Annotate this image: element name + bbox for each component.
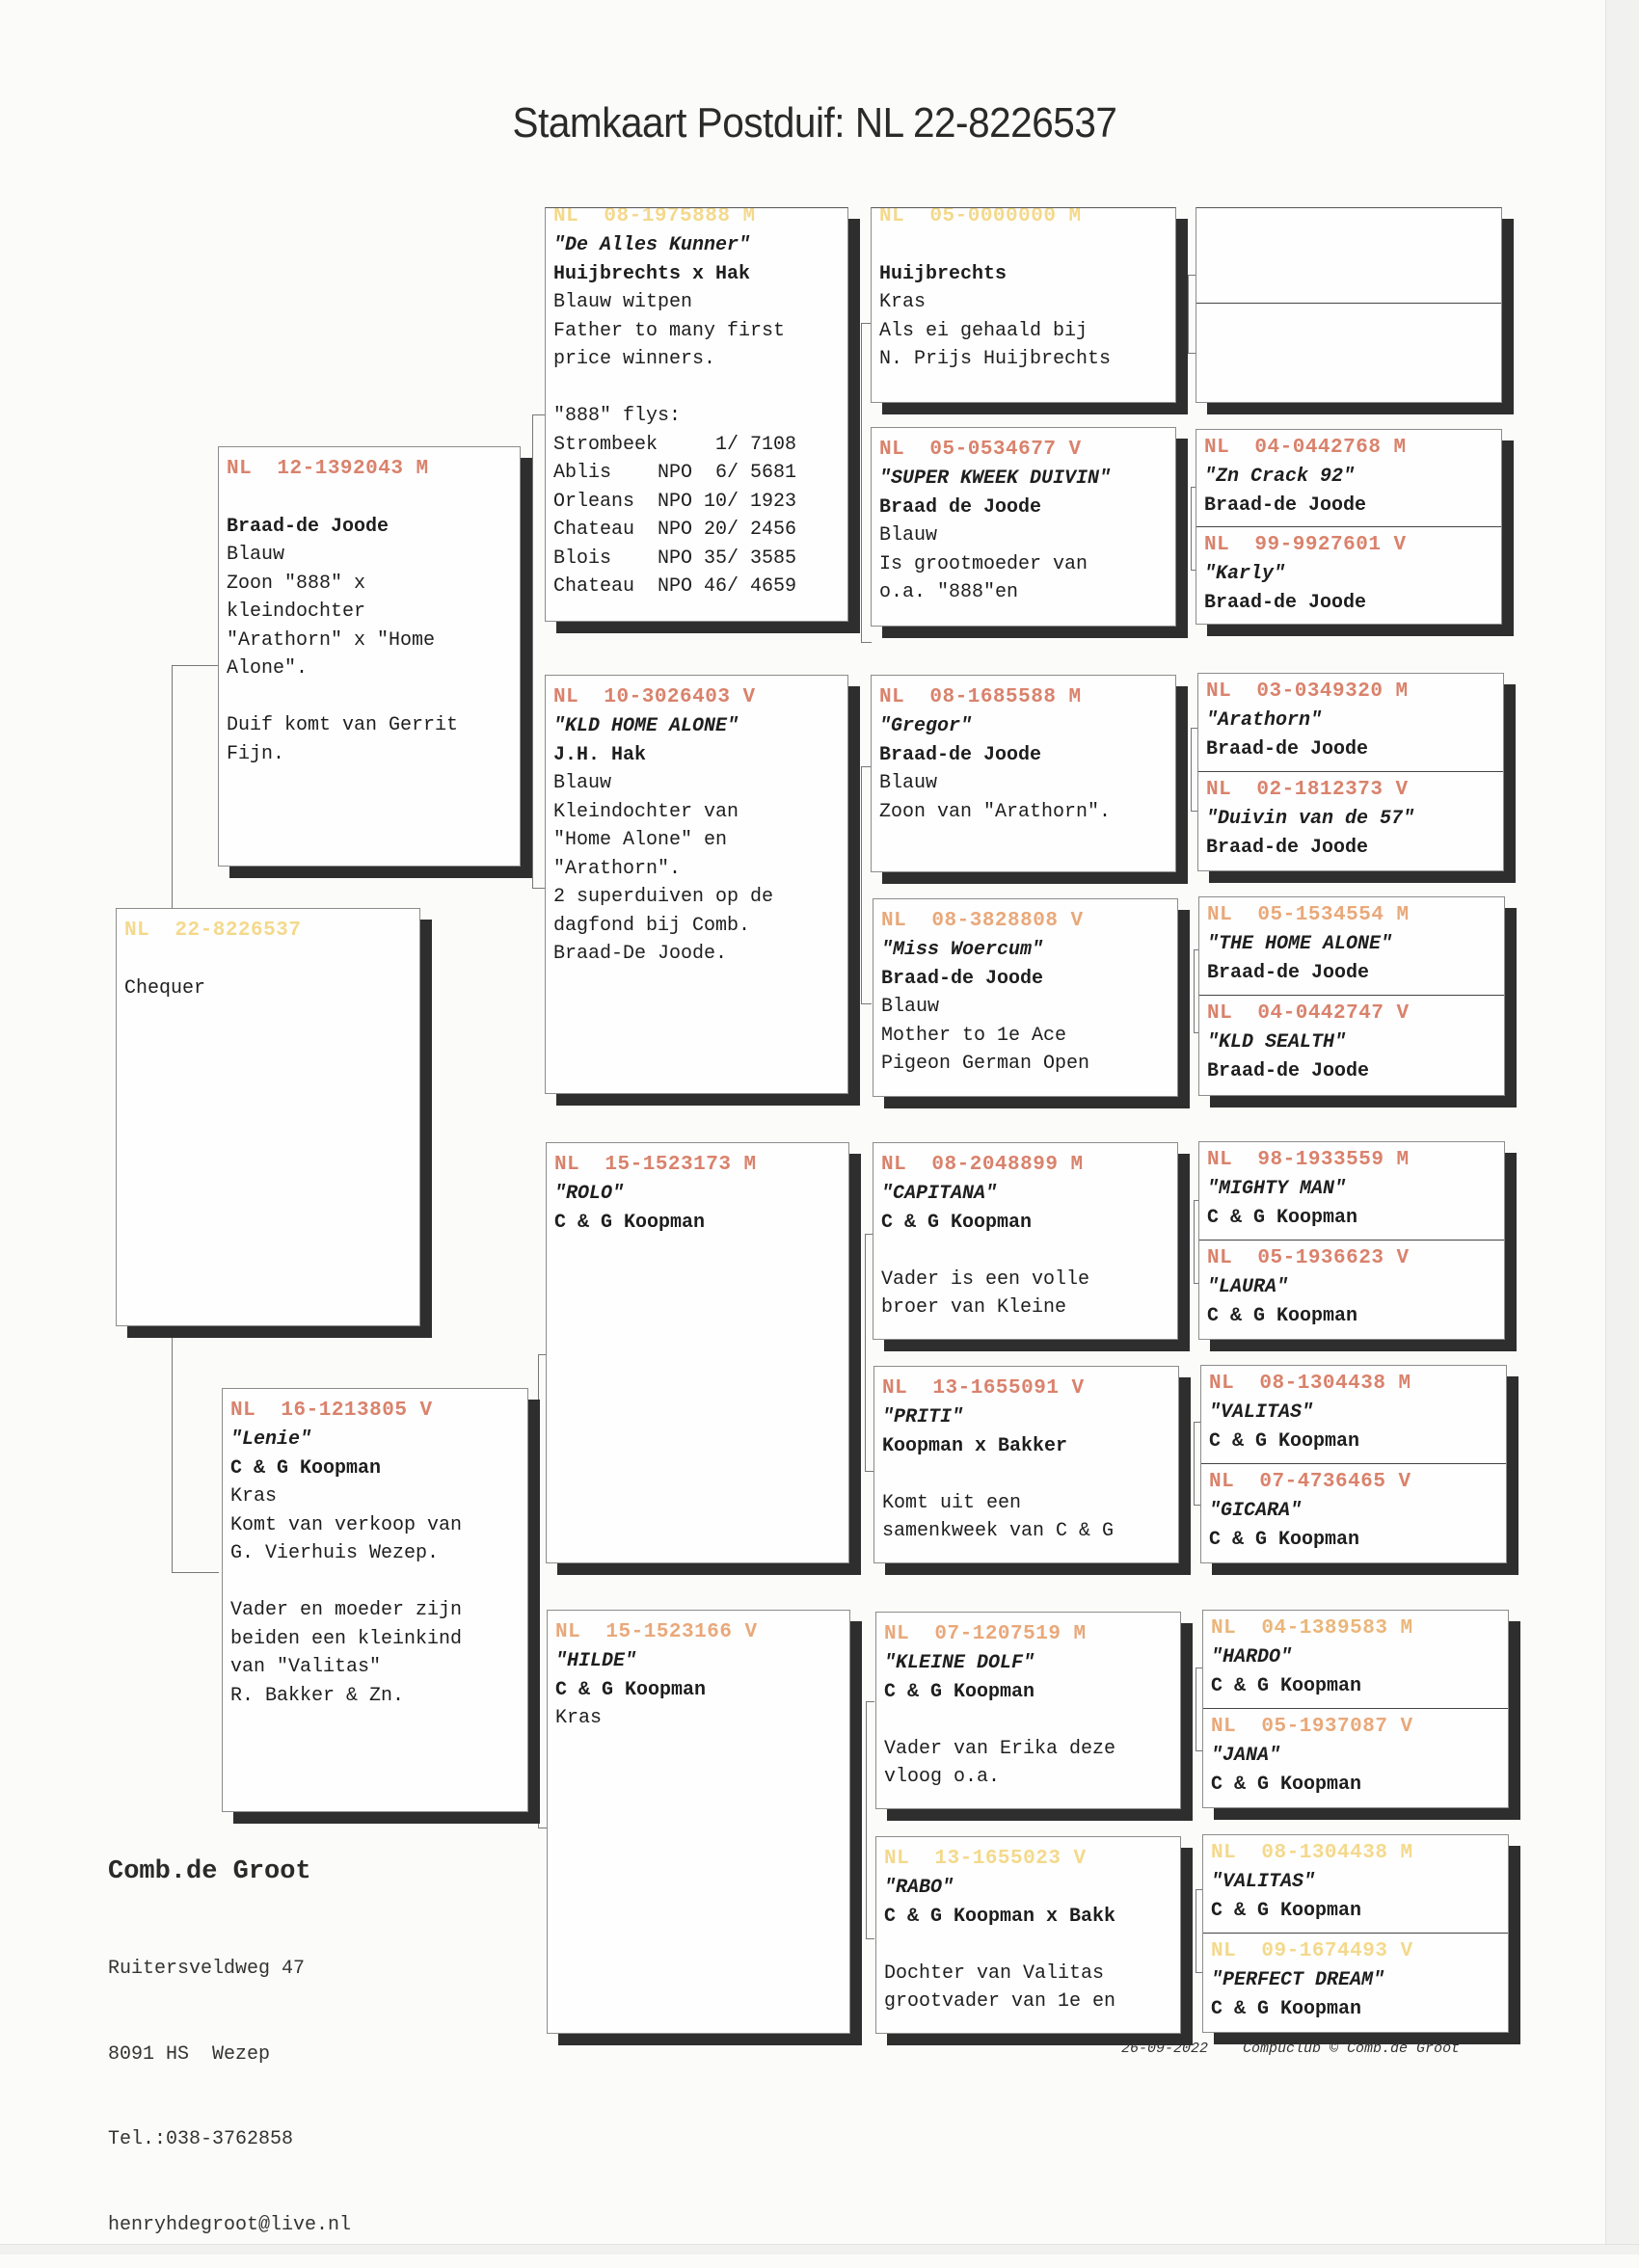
note-line: Alone". xyxy=(227,657,309,680)
gen4-card-1[interactable] xyxy=(871,207,1176,403)
note-line: van "Valitas" xyxy=(230,1656,382,1678)
granddam-paternal-card[interactable] xyxy=(545,675,848,1094)
connector-g4-6 xyxy=(1194,1422,1200,1506)
gen5-top[interactable] xyxy=(1198,674,1503,763)
pigeon-name: "VALITAS" xyxy=(1209,1401,1314,1424)
gen5-bottom[interactable] xyxy=(1203,1708,1508,1799)
owner: Braad-de Joode xyxy=(227,515,390,538)
note-line: Blauw xyxy=(227,544,285,566)
owner: C & G Koopman xyxy=(1207,1206,1358,1229)
note-line: Kras xyxy=(879,291,927,313)
pigeon-name: "Lenie" xyxy=(230,1428,312,1451)
race-result: Orleans NPO 10/ 1923 xyxy=(553,490,797,513)
pigeon-name: "MIGHTY MAN" xyxy=(1207,1178,1347,1200)
note-line: Blauw witpen xyxy=(553,291,693,313)
pigeon-name: "Gregor" xyxy=(879,715,973,737)
pigeon-name: "JANA" xyxy=(1211,1745,1281,1767)
ring-number: NL 13-1655023 V xyxy=(884,1848,1087,1870)
gen5-top xyxy=(1196,208,1501,305)
breeder-name: Comb.de Groot xyxy=(108,1857,311,1886)
address-street: Ruitersveldweg 47 xyxy=(108,1958,306,1980)
pigeon-name: "HILDE" xyxy=(555,1650,637,1672)
pigeon-name: "VALITAS" xyxy=(1211,1871,1316,1893)
note-line: Dochter van Valitas xyxy=(884,1961,1105,1985)
note-line: Kras xyxy=(555,1707,603,1729)
connector-g4-7 xyxy=(1196,1668,1202,1751)
owner: Braad-de Joode xyxy=(1206,836,1369,859)
gen5-pair-5[interactable] xyxy=(1198,1141,1505,1340)
connector-sire-parents xyxy=(532,414,545,889)
gen4-card-8[interactable] xyxy=(875,1836,1181,2034)
ring-number: NL 05-1534554 M xyxy=(1207,904,1410,926)
pigeon-name: "PRITI" xyxy=(882,1406,964,1428)
ring-number: NL 08-1304438 M xyxy=(1209,1373,1411,1395)
gen5-pair-6[interactable] xyxy=(1200,1365,1507,1563)
pigeon-name: "Duivin van de 57" xyxy=(1206,808,1415,830)
gen5-bottom[interactable] xyxy=(1199,995,1504,1085)
gen5-pair-8[interactable] xyxy=(1202,1834,1509,2033)
owner: C & G Koopman xyxy=(230,1456,382,1480)
owner: Braad-de Joode xyxy=(1204,591,1367,614)
note-line: kleindochter xyxy=(227,600,366,623)
ring-number: NL 02-1812373 V xyxy=(1206,779,1409,801)
note-line: G. Vierhuis Wezep. xyxy=(230,1542,440,1564)
subject-card[interactable] xyxy=(116,908,420,1326)
ring-number: NL 05-0000000 M xyxy=(879,207,1082,227)
dam-card[interactable] xyxy=(222,1388,528,1812)
pigeon-name: "Zn Crack 92" xyxy=(1204,466,1356,488)
gen5-pair-3[interactable] xyxy=(1197,673,1504,871)
note-line: Pigeon German Open xyxy=(881,1053,1090,1075)
pigeon-name: "HARDO" xyxy=(1211,1646,1293,1668)
subject-color: Chequer xyxy=(124,976,206,1000)
gen5-bottom[interactable] xyxy=(1196,526,1501,617)
ring-number: NL 03-0349320 M xyxy=(1206,680,1409,703)
connector-g3-4 xyxy=(866,1701,874,1939)
gen5-top[interactable] xyxy=(1199,897,1504,987)
note-line: Vader en moeder zijn xyxy=(230,1599,463,1621)
note-line: samenkweek van C & G xyxy=(882,1520,1115,1542)
note-line: Als ei gehaald bij xyxy=(879,319,1088,342)
gen5-pair-4[interactable] xyxy=(1198,896,1505,1096)
owner: C & G Koopman xyxy=(884,1680,1035,1703)
note-line: Komt uit een xyxy=(882,1491,1022,1514)
pigeon-name: "KLD HOME ALONE" xyxy=(553,715,739,737)
gen5-bottom[interactable] xyxy=(1198,771,1503,862)
note-line: R. Bakker & Zn. xyxy=(230,1684,405,1707)
gen4-card-6[interactable] xyxy=(873,1366,1179,1563)
gen5-top[interactable] xyxy=(1203,1835,1508,1925)
owner: C & G Koopman xyxy=(1211,1773,1362,1796)
ring-number: NL 99-9927601 V xyxy=(1204,534,1407,556)
pigeon-name: "Miss Woercum" xyxy=(881,939,1044,961)
owner: C & G Koopman xyxy=(1209,1528,1360,1551)
gen4-card-7[interactable] xyxy=(875,1612,1181,1809)
ring-number: NL 08-1975888 M xyxy=(553,207,756,227)
owner: Braad-de Joode xyxy=(881,967,1044,990)
pigeon-name: "Arathorn" xyxy=(1206,709,1323,732)
sire-card[interactable] xyxy=(218,446,521,867)
granddam-maternal-card[interactable] xyxy=(547,1610,850,2034)
note-line: "Arathorn". xyxy=(553,857,682,880)
pigeon-name: "THE HOME ALONE" xyxy=(1207,933,1393,955)
gen5-top[interactable] xyxy=(1199,1142,1504,1232)
grandsire-maternal-card[interactable] xyxy=(546,1142,849,1563)
note-line: dagfond bij Comb. xyxy=(553,914,751,937)
ring-number: NL 07-1207519 M xyxy=(884,1623,1087,1645)
ring-number: NL 15-1523166 V xyxy=(555,1621,758,1643)
owner: J.H. Hak xyxy=(553,743,647,766)
grandsire-paternal-card[interactable] xyxy=(545,207,848,622)
ring-number: NL 05-1937087 V xyxy=(1211,1716,1413,1738)
gen4-card-5[interactable] xyxy=(873,1142,1178,1340)
page-edge xyxy=(1605,0,1639,2254)
owner: Braad-de Joode xyxy=(879,743,1042,766)
owner: C & G Koopman xyxy=(881,1211,1033,1234)
ring-number: NL 12-1392043 M xyxy=(227,458,429,480)
pigeon-name: "KLD SEALTH" xyxy=(1207,1031,1347,1054)
print-date: 26-09-2022 xyxy=(1121,2041,1209,2057)
owner: C & G Koopman xyxy=(1211,1997,1362,2020)
owner: Braad de Joode xyxy=(879,495,1042,519)
page-title: Stamkaart Postduif: NL 22-8226537 xyxy=(512,99,1117,147)
ring-number: NL 08-3828808 V xyxy=(881,910,1084,932)
connector-g4-3 xyxy=(1191,728,1197,812)
ring-number: NL 08-2048899 M xyxy=(881,1154,1084,1176)
note-line: Vader is een volle xyxy=(881,1267,1090,1291)
ring-number: NL 04-1389583 M xyxy=(1211,1617,1413,1640)
gen5-pair-1[interactable] xyxy=(1196,207,1502,403)
note-line: Mother to 1e Ace xyxy=(881,1024,1067,1047)
note-line: Blauw xyxy=(881,996,940,1018)
gen5-bottom[interactable] xyxy=(1201,1463,1506,1554)
note-line: Father to many first xyxy=(553,319,786,342)
note-line: Duif komt van Gerrit xyxy=(227,714,459,736)
gen5-pair-7[interactable] xyxy=(1202,1610,1509,1808)
pigeon-name: "GICARA" xyxy=(1209,1500,1303,1522)
ring-number: NL 05-1936623 V xyxy=(1207,1247,1410,1269)
gen4-card-3[interactable] xyxy=(871,675,1176,872)
race-result: Chateau NPO 46/ 4659 xyxy=(553,575,797,598)
ring-number: NL 04-0442768 M xyxy=(1204,437,1407,459)
owner: Braad-de Joode xyxy=(1207,1059,1370,1082)
print-stamp xyxy=(1121,2041,1460,2057)
ring-number: NL 08-1685588 M xyxy=(879,686,1082,708)
pigeon-name: "De Alles Kunner" xyxy=(553,234,751,256)
note-line: Fijn. xyxy=(227,742,285,765)
note-line: "Home Alone" en xyxy=(553,829,728,851)
ring-number: NL 98-1933559 M xyxy=(1207,1149,1410,1171)
note-line: Vader van Erika deze xyxy=(884,1737,1116,1760)
ring-number: NL 07-4736465 V xyxy=(1209,1471,1411,1493)
pigeon-name: "LAURA" xyxy=(1207,1276,1289,1298)
gen4-card-4[interactable] xyxy=(873,898,1178,1097)
address-phone: Tel.:038-3762858 xyxy=(108,2128,294,2150)
owner: C & G Koopman xyxy=(1209,1429,1360,1453)
note-line: Kras xyxy=(230,1485,278,1508)
gen4-card-2[interactable] xyxy=(871,427,1176,627)
race-result: Strombeek 1/ 7108 xyxy=(553,433,797,456)
owner: Huijbrechts x Hak xyxy=(553,262,751,285)
owner: Braad-de Joode xyxy=(1206,737,1369,760)
note-line: price winners. xyxy=(553,348,716,370)
ring-number: NL 15-1523173 M xyxy=(554,1154,757,1176)
race-result: Chateau NPO 20/ 2456 xyxy=(553,519,797,541)
owner: C & G Koopman xyxy=(1207,1304,1358,1327)
ring-number: NL 10-3026403 V xyxy=(553,686,756,708)
pigeon-name: "Karly" xyxy=(1204,563,1286,585)
pigeon-name: "ROLO" xyxy=(554,1183,625,1205)
note-line: Komt van verkoop van xyxy=(230,1513,463,1536)
ring-number: NL 04-0442747 V xyxy=(1207,1002,1410,1025)
note-line: grootvader van 1e en xyxy=(884,1990,1116,2013)
owner: Braad-de Joode xyxy=(1207,961,1370,984)
note-line: Blauw xyxy=(553,772,612,794)
note-line: o.a. "888"en xyxy=(879,581,1019,603)
owner: C & G Koopman xyxy=(554,1211,706,1234)
note-line: Blauw xyxy=(879,772,938,794)
pigeon-name: "PERFECT DREAM" xyxy=(1211,1969,1385,1991)
owner: Huijbrechts xyxy=(879,262,1008,285)
note-line: vloog o.a. xyxy=(884,1766,1001,1788)
note-line: "888" flys: xyxy=(553,405,682,427)
gen5-bottom xyxy=(1196,303,1501,403)
connector-g4-8 xyxy=(1196,1889,1202,1973)
gen5-top[interactable] xyxy=(1201,1366,1506,1455)
ring-number: NL 05-0534677 V xyxy=(879,439,1082,461)
ring-number: NL 09-1674493 V xyxy=(1211,1940,1413,1962)
note-line: Zoon van "Arathorn". xyxy=(879,800,1112,823)
ring-number: NL 08-1304438 M xyxy=(1211,1842,1413,1864)
owner: C & G Koopman xyxy=(555,1678,707,1701)
note-line: N. Prijs Huijbrechts xyxy=(879,348,1112,370)
note-line: Braad-De Joode. xyxy=(553,943,728,965)
breeder-address xyxy=(108,1898,351,2268)
pigeon-name: "CAPITANA" xyxy=(881,1183,998,1205)
race-result: Ablis NPO 6/ 5681 xyxy=(553,462,797,484)
owner: C & G Koopman x Bakk xyxy=(884,1905,1116,1928)
note-line: Kleindochter van xyxy=(553,800,739,823)
note-line: Is grootmoeder van xyxy=(879,552,1088,575)
note-line: beiden een kleinkind xyxy=(230,1627,463,1650)
note-line: 2 superduiven op de xyxy=(553,886,774,908)
note-line: broer van Kleine xyxy=(881,1296,1067,1319)
gen5-bottom[interactable] xyxy=(1203,1933,1508,2023)
note-line: Blauw xyxy=(879,524,938,547)
gen5-bottom[interactable] xyxy=(1199,1240,1504,1330)
ring-number: NL 16-1213805 V xyxy=(230,1400,433,1422)
pigeon-name: "RABO" xyxy=(884,1877,954,1899)
address-email[interactable]: henryhdegroot@live.nl xyxy=(108,2213,352,2236)
ring-number: NL 13-1655091 V xyxy=(882,1377,1085,1400)
print-credit: Compuclub © Comb.de Groot xyxy=(1243,2041,1461,2057)
owner: Braad-de Joode xyxy=(1204,494,1367,517)
note-line: Zoon "888" x xyxy=(227,572,366,595)
owner: C & G Koopman xyxy=(1211,1674,1362,1697)
gen5-top[interactable] xyxy=(1203,1611,1508,1700)
pigeon-name: "KLEINE DOLF" xyxy=(884,1652,1035,1674)
address-city: 8091 HS Wezep xyxy=(108,2042,271,2066)
gen5-top[interactable] xyxy=(1196,430,1501,520)
race-result: Blois NPO 35/ 3585 xyxy=(553,547,797,570)
gen5-pair-2[interactable] xyxy=(1196,429,1502,625)
owner: C & G Koopman xyxy=(1211,1899,1362,1922)
owner: Koopman x Bakker xyxy=(882,1434,1068,1457)
pigeon-name: "SUPER KWEEK DUIVIN" xyxy=(879,467,1112,490)
note-line: "Arathorn" x "Home xyxy=(227,628,436,652)
ring-number: NL 22-8226537 xyxy=(124,920,302,942)
